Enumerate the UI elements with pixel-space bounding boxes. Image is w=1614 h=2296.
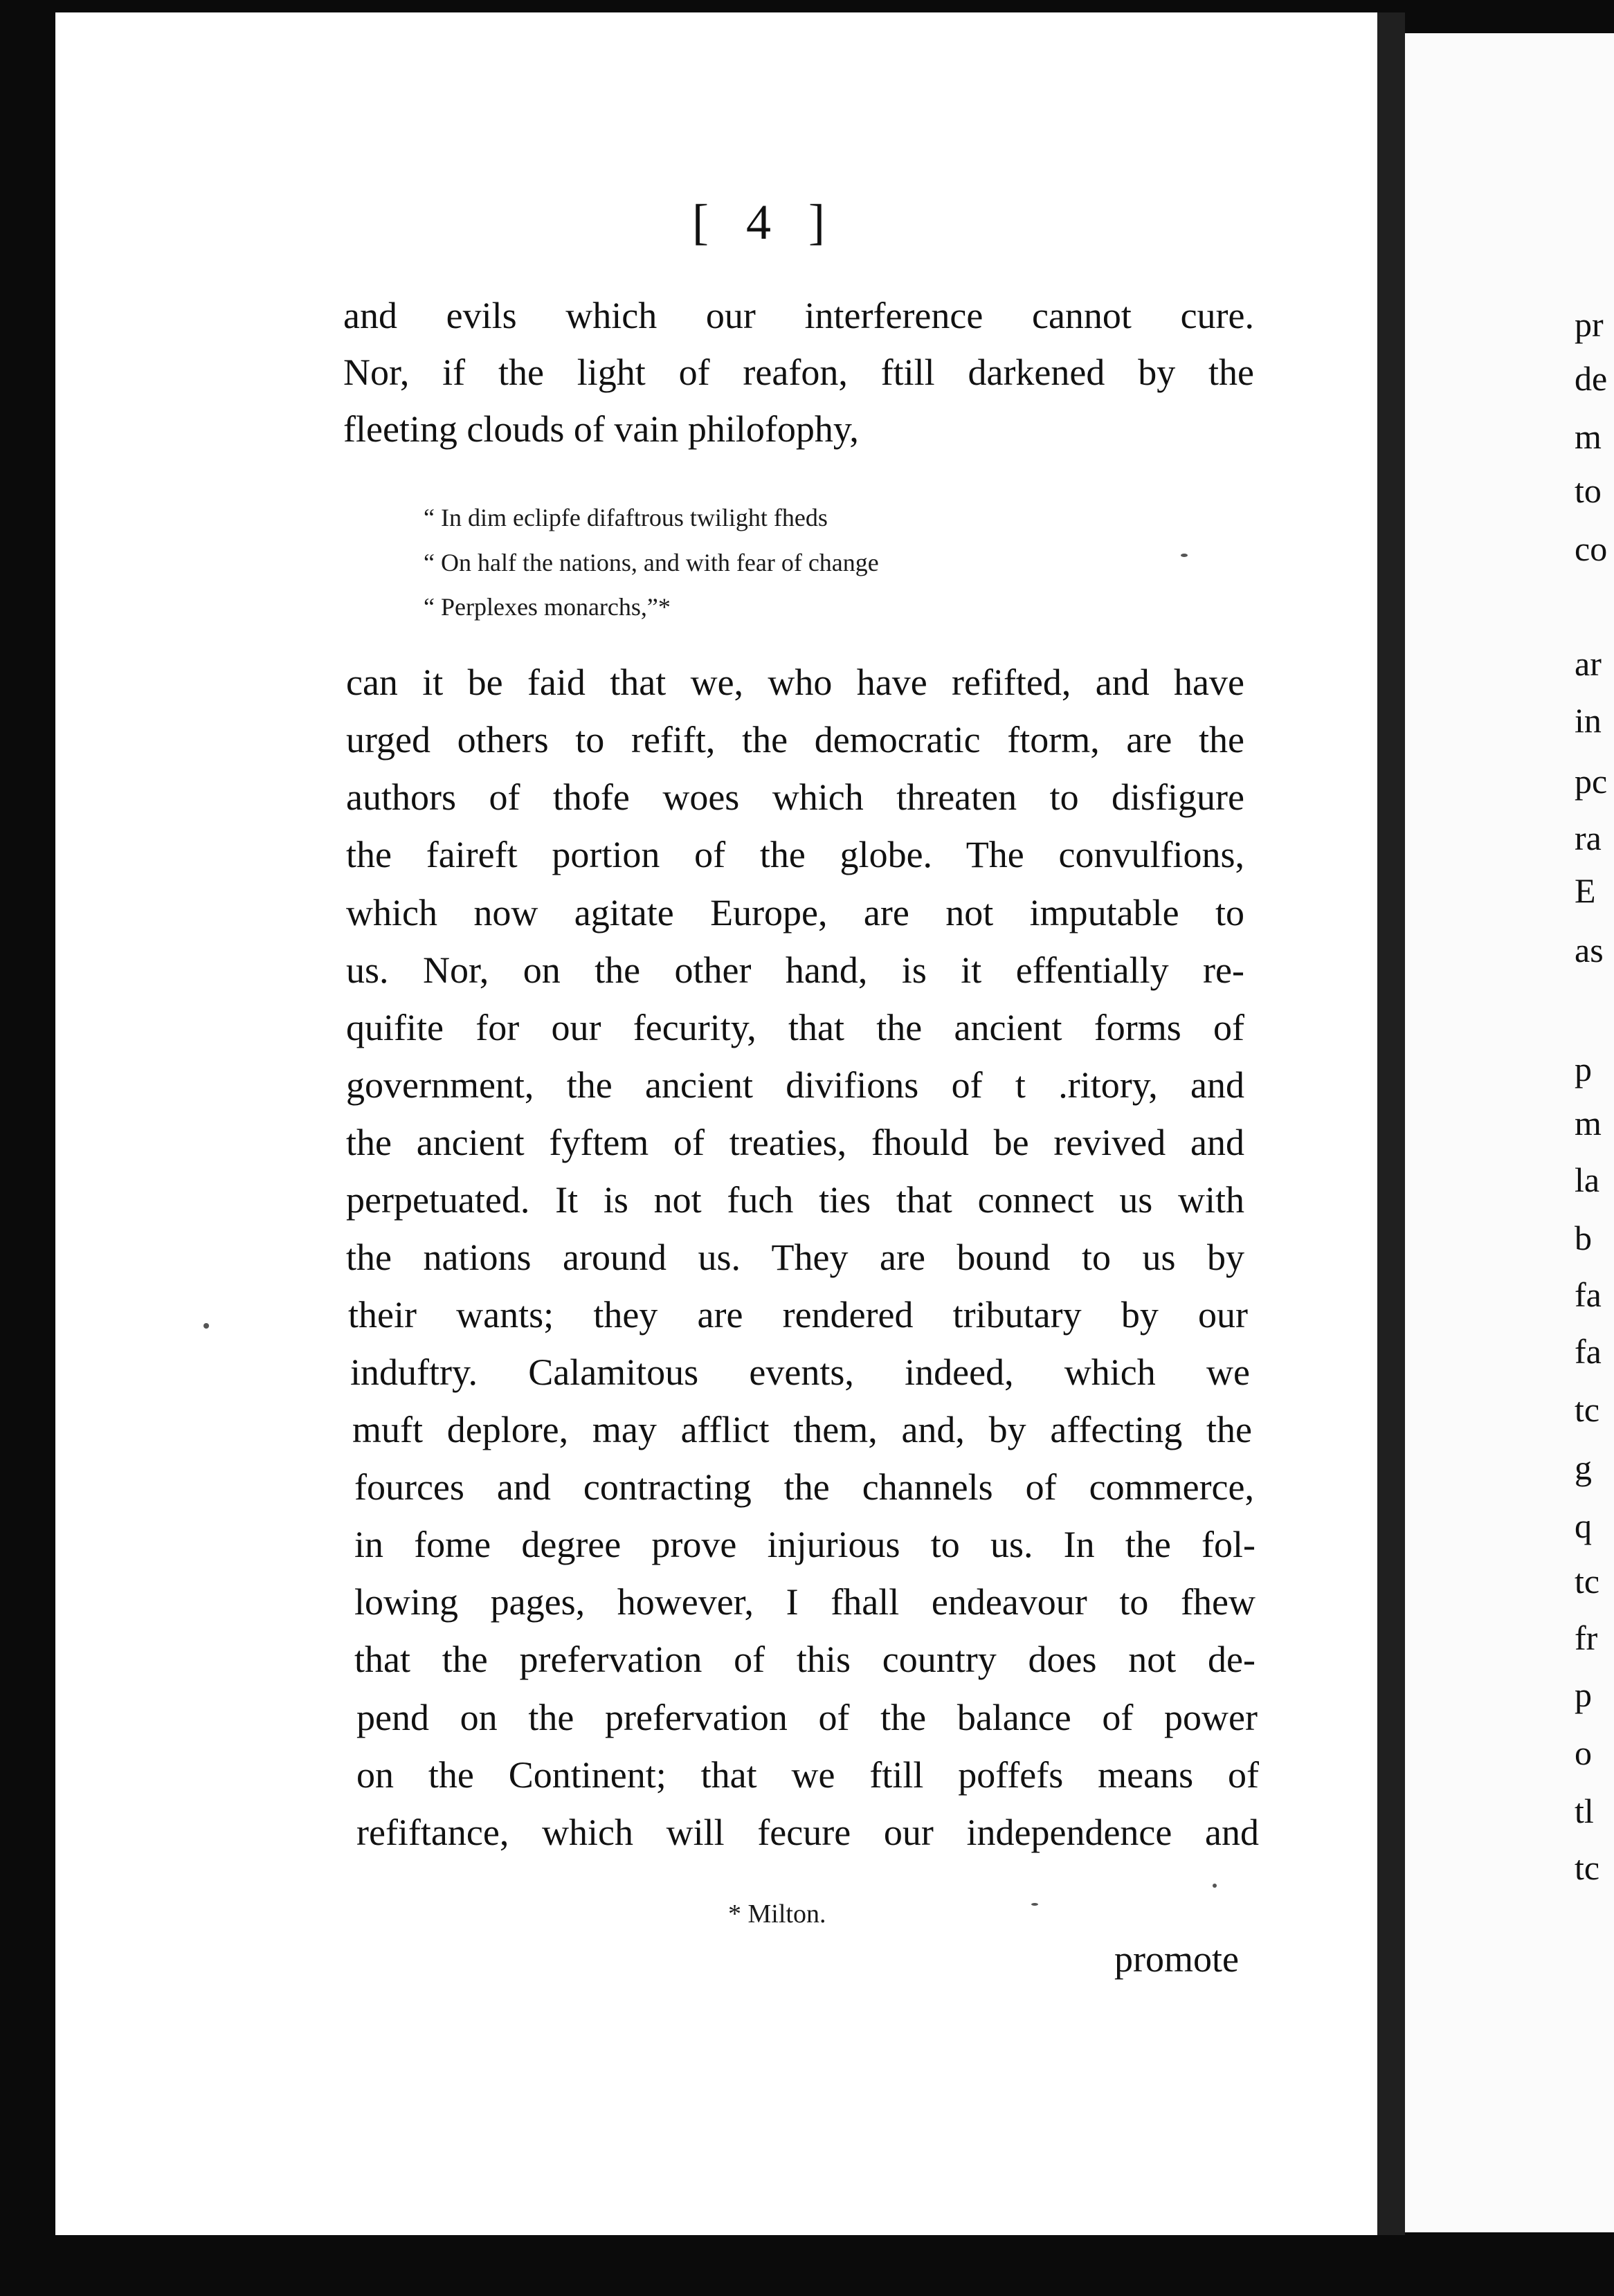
gutter-shadow [1377, 12, 1405, 2235]
body-line: the nations around us. They are bound to us by [346, 1237, 1244, 1278]
facing-page-fragment: de [1575, 359, 1608, 398]
facing-page-fragment: p [1575, 1675, 1592, 1714]
body-line: and evils which our interference cannot cure. [343, 295, 1254, 336]
facing-page-fragment: g [1575, 1448, 1592, 1487]
facing-page-fragment: fa [1575, 1332, 1602, 1371]
facing-page-fragment: b [1575, 1219, 1592, 1257]
body-line: the ancient fyftem of treaties, fhould be revived and [346, 1122, 1244, 1163]
facing-page-fragment: tc [1575, 1562, 1600, 1601]
body-line: which now agitate Europe, are not imputable to [346, 892, 1244, 933]
body-line: pend on the prefervation of the balance of power [356, 1697, 1258, 1738]
facing-page-fragment: m [1575, 417, 1602, 456]
facing-page-fragment: pc [1575, 762, 1608, 801]
facing-page-fragment: in [1575, 701, 1602, 740]
body-line: refiftance, which will fecure our independence and [356, 1812, 1259, 1853]
body-line: us. Nor, on the other hand, is it effentially re- [346, 949, 1244, 991]
facing-page-fragment: fa [1575, 1275, 1602, 1314]
body-line: induftry. Calamitous events, indeed, which we [350, 1351, 1250, 1393]
facing-page-fragment: co [1575, 529, 1608, 568]
facing-page-fragment: m [1575, 1104, 1602, 1142]
footnote: * Milton. [728, 1899, 826, 1929]
body-line: can it be faid that we, who have refifted, and have [346, 662, 1244, 703]
facing-page-fragment: to [1575, 471, 1602, 510]
facing-page-fragment: ra [1575, 819, 1602, 857]
facing-page-fragment: q [1575, 1506, 1592, 1545]
body-line: authors of thofe woes which threaten to disfigure [346, 776, 1244, 818]
body-line: lowing pages, however, I fhall endeavour to fhew [354, 1581, 1255, 1623]
scan-speck [1031, 1903, 1038, 1906]
body-line: quifite for our fecurity, that the ancient forms of [346, 1007, 1244, 1048]
body-line: muft deplore, may afflict them, and, by affecting the [352, 1409, 1252, 1450]
body-line: in fome degree prove injurious to us. In the fol- [354, 1524, 1255, 1565]
scan-speck [203, 1323, 209, 1329]
facing-page-fragment: fr [1575, 1619, 1598, 1657]
facing-page-fragment: ar [1575, 644, 1602, 683]
facing-page-fragment: pr [1575, 305, 1604, 344]
facing-page-fragment: tc [1575, 1390, 1600, 1429]
scan-speck [1213, 1884, 1217, 1888]
facing-page-fragment: tl [1575, 1792, 1594, 1830]
body-line: government, the ancient divifions of t .ritory, and [346, 1064, 1244, 1106]
scan-bottom-edge [0, 2235, 1614, 2296]
facing-page-fragment: o [1575, 1733, 1592, 1772]
catchword: promote [1114, 1938, 1239, 1980]
quote-line: “ In dim eclipfe difaftrous twilight fheds [424, 504, 828, 531]
body-line: perpetuated. It is not fuch ties that connect us with [346, 1179, 1244, 1221]
facing-page-fragment: tc [1575, 1848, 1600, 1887]
body-line: the faireft portion of the globe. The convulfions, [346, 834, 1244, 875]
body-line: fleeting clouds of vain philofophy, [343, 408, 859, 450]
facing-page-fragment: as [1575, 931, 1604, 969]
body-line: on the Continent; that we ftill poffefs means of [356, 1754, 1259, 1796]
body-line: that the prefervation of this country does not de- [354, 1639, 1255, 1680]
body-line: urged others to refift, the democratic ftorm, are the [346, 719, 1244, 760]
facing-page-fragment: E [1575, 871, 1596, 910]
quote-line: “ On half the nations, and with fear of change [424, 549, 879, 576]
quote-line: “ Perplexes monarchs,”* [424, 593, 671, 621]
facing-page-fragment: la [1575, 1160, 1600, 1199]
body-line: fources and contracting the channels of commerce, [354, 1466, 1254, 1508]
body-line: Nor, if the light of reafon, ftill darkened by the [343, 352, 1254, 393]
scan-speck [1181, 554, 1188, 557]
body-line: their wants; they are rendered tributary by our [348, 1294, 1248, 1336]
facing-page-fragment: p [1575, 1050, 1592, 1088]
page-number: [ 4 ] [692, 194, 837, 250]
